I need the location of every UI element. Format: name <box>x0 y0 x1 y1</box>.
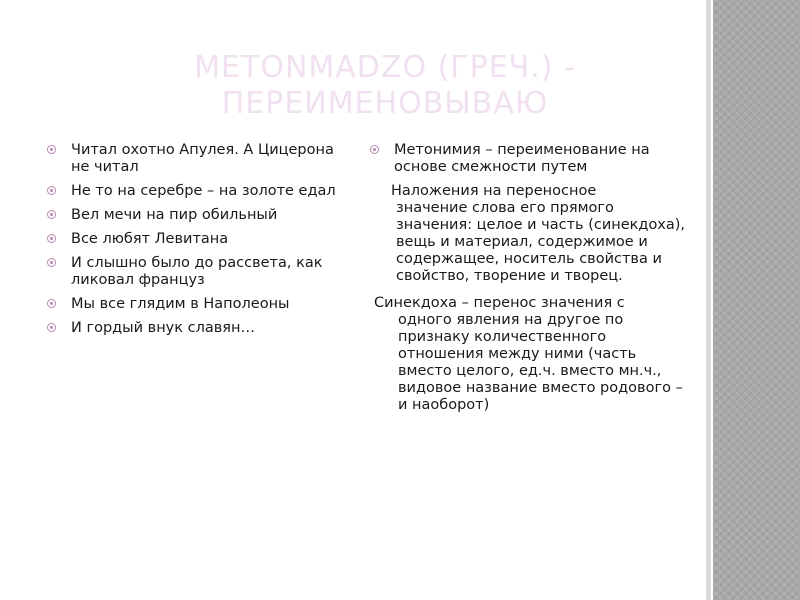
bullet-icon <box>47 186 56 195</box>
examples-list <box>47 142 347 337</box>
bullet-icon <box>47 323 56 332</box>
bullet-icon <box>47 258 56 267</box>
list-item: Мы все глядим в Наполеоны <box>47 296 347 313</box>
bullet-icon <box>47 210 56 219</box>
list-item: И гордый внук славян… <box>47 320 347 337</box>
definition-list <box>370 142 690 176</box>
bullet-icon <box>47 234 56 243</box>
bullet-icon <box>47 299 56 308</box>
bullet-icon <box>47 145 56 154</box>
definition-item: Метонимия – переименование на основе смежности путем <box>370 142 690 176</box>
list-item: Вел мечи на пир обильный <box>47 207 347 224</box>
synecdoche-paragraph-text: одного явления на другое по признаку количественного отношения между ними (часть вместо целого, ед.ч. вместо мн.ч., видовое название вместо родового – и наоборот) <box>398 312 683 413</box>
synecdoche-paragraph-first-line: Синекдоха – перенос значения с <box>374 295 625 311</box>
list-item: Все любят Левитана <box>47 231 347 248</box>
bullet-icon <box>370 145 379 154</box>
side-texture-band <box>713 0 800 600</box>
list-item: Не то на серебре – на золоте едал <box>47 183 347 200</box>
list-item: И слышно было до рассвета, как ликовал француз <box>47 255 347 289</box>
slide-title: METONMADZO (ГРЕЧ.) - ПЕРЕИМЕНОВЫВАЮ <box>194 50 576 121</box>
synecdoche-paragraph <box>370 295 690 414</box>
list-item: Читал охотно Апулея. А Цицерона не читал <box>47 142 347 176</box>
side-divider-line <box>706 0 711 600</box>
definition-paragraph-text: значение слова его прямого значения: целое и часть (синекдоха), вещь и материал, содержимое и содержащее, носитель свойства и свойство, творение и творец. <box>396 200 686 284</box>
definition-paragraph <box>370 183 690 285</box>
right-column <box>370 142 690 414</box>
left-column <box>47 142 347 344</box>
definition-paragraph-first-line: Наложения на переносное <box>391 183 597 199</box>
